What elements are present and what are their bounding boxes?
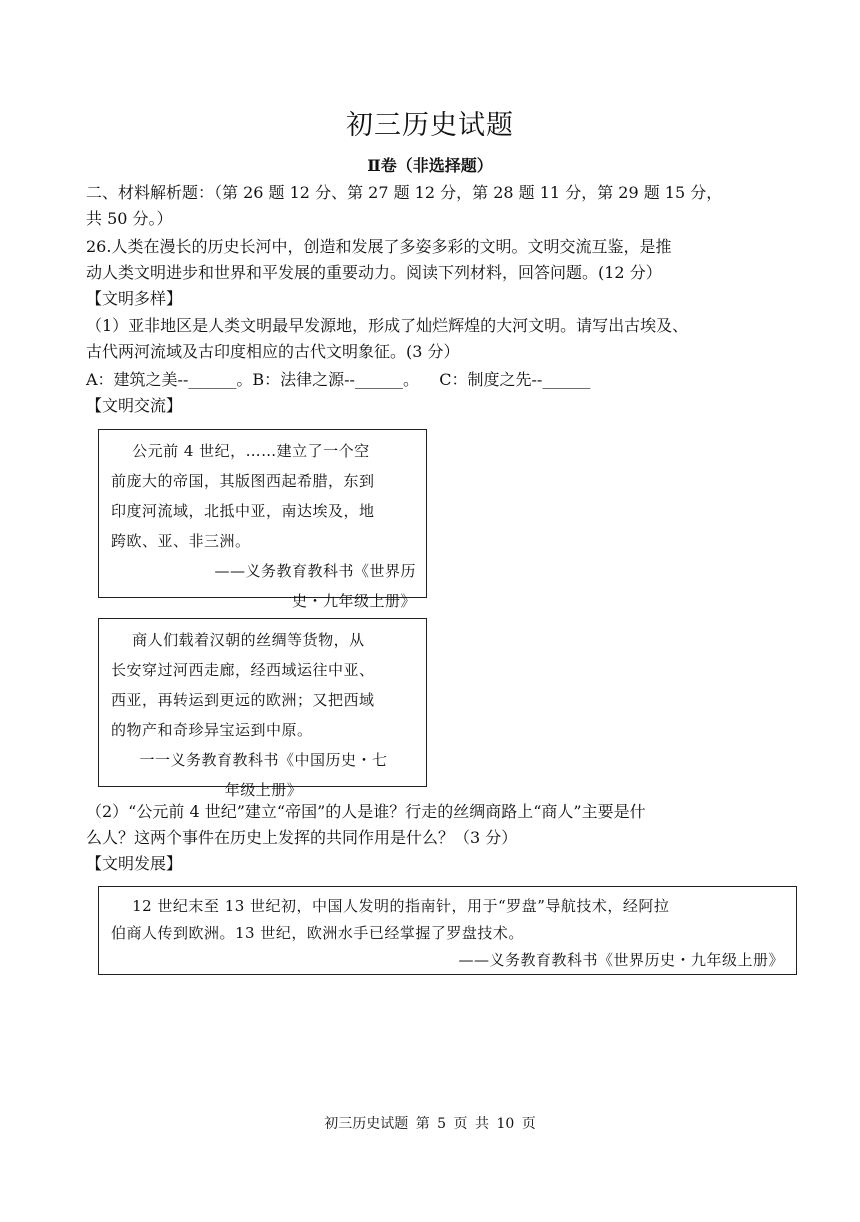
question-2-line-2: 么人？这两个事件在历史上发挥的共同作用是什么？（3 分） (86, 828, 518, 847)
box1-source-line-1: ——义务教育教科书《世界历 (214, 562, 416, 580)
material-box-compass (98, 886, 797, 975)
section-subtitle: Ⅱ卷（非选择题） (367, 156, 493, 175)
box2-line-3: 西亚，再转运到更远的欧洲；又把西域 (111, 691, 375, 709)
box2-source-line-2: 年级上册》 (224, 781, 303, 799)
material-box-silk-road (98, 618, 427, 799)
box2-line-1: 商人们载着汉朝的丝绸等货物，从 (111, 631, 365, 649)
material-box-empire (98, 429, 427, 610)
page-footer: 初三历史试题 第 5 页 共 10 页 (324, 1116, 536, 1132)
box1-line-3: 印度河流域，北抵中亚，南达埃及，地 (111, 502, 375, 520)
box1-line-2: 前庞大的帝国，其版图西起希腊，东到 (111, 472, 375, 490)
box1-line-4: 跨欧、亚、非三洲。 (111, 532, 251, 550)
question-1-line-1: （1）亚非地区是人类文明最早发源地，形成了灿烂辉煌的大河文明。请写出古埃及、 (86, 316, 689, 335)
box2-line-2: 长安穿过河西走廊，经西域运往中亚、 (111, 661, 375, 679)
box2-source-line-1: 一一义务教育教科书《中国历史・七 (139, 751, 388, 769)
box1-line-1: 公元前 4 世纪，……建立了一个空 (111, 442, 370, 460)
heading-civilization-development: 【文明发展】 (86, 854, 183, 873)
question-2-line-1: （2）“公元前 4 世纪”建立“帝国”的人是谁？行走的丝绸商路上“商人”主要是什 (86, 802, 646, 821)
page-title: 初三历史试题 (346, 110, 514, 141)
section-heading-line-2: 共 50 分。） (86, 209, 173, 228)
box3-line-2: 伯商人传到欧洲。13 世纪，欧洲水手已经掌握了罗盘技术。 (111, 924, 524, 942)
box3-line-1: 12 世纪末至 13 世纪初，中国人发明的指南针，用于“罗盘”导航技术，经阿拉 (111, 897, 670, 915)
question-1-line-2: 古代两河流域及古印度相应的古代文明象征。(3 分） (86, 342, 460, 361)
heading-civilization-diversity: 【文明多样】 (86, 289, 183, 308)
question-26-line-1: 26.人类在漫长的历史长河中，创造和发展了多姿多彩的文明。文明交流互鉴，是推 (86, 237, 672, 256)
question-1-blanks: A：建筑之美--______。B：法律之源--______。 C：制度之先--______ (86, 370, 591, 389)
question-26-line-2: 动人类文明进步和世界和平发展的重要动力。阅读下列材料，回答问题。(12 分） (86, 263, 662, 282)
box2-line-4: 的物产和奇珍异宝运到中原。 (111, 721, 313, 739)
section-heading-line-1: 二、材料解析题：（第 26 题 12 分、第 27 题 12 分，第 28 题 11 分，第 29 题 15 分， (86, 183, 723, 202)
heading-civilization-exchange: 【文明交流】 (86, 396, 183, 415)
box3-source: ——义务教育教科书《世界历史・九年级上册》 (458, 951, 784, 969)
box1-source-line-2: 史・九年级上册》 (291, 592, 416, 610)
